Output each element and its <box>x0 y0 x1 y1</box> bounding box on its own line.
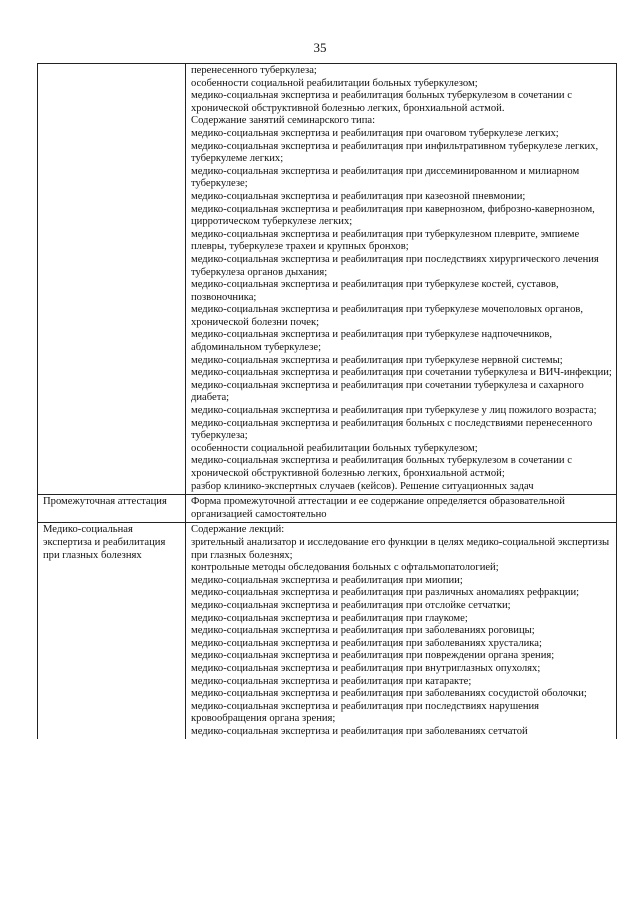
content-line: зрительный анализатор и исследование его функции в целях медико-социальной экспертизы при глазных болезнях; <box>191 536 610 561</box>
content-line: медико-социальная экспертиза и реабилитация при инфильтративном туберкулезе легких, туберкулеме легких; <box>191 140 599 165</box>
content-line: особенности социальной реабилитации больных туберкулезом; <box>191 77 478 89</box>
content-line: медико-социальная экспертиза и реабилитация при повреждении органа зрения; <box>191 650 555 662</box>
content-line: медико-социальная экспертиза и реабилитация при различных аномалиях рефракции; <box>191 587 580 599</box>
content-line: медико-социальная экспертиза и реабилитация при глаукоме; <box>191 612 468 624</box>
content-line: медико-социальная экспертиза и реабилитация при сочетании туберкулеза и ВИЧ-инфекции; <box>191 367 612 379</box>
content-line: медико-социальная экспертиза и реабилитация при казеозной пневмонии; <box>191 190 526 202</box>
content-line: Форма промежуточной аттестации и ее содержание определяется образовательной организацией самостоятельно <box>191 496 565 520</box>
content-line: медико-социальная экспертиза и реабилитация при туберкулезе мочеполовых органов, хронической болезни почек; <box>191 304 584 328</box>
content-line: медико-социальная экспертиза и реабилитация больных туберкулезом в сочетании с хронической обструктивной болезнью легких, бронхиальной астмой; <box>191 455 572 479</box>
content-line: медико-социальная экспертиза и реабилитация при туберкулезе надпочечников, абдоминальном туберкулезе; <box>191 329 552 354</box>
table-row-interim-assessment <box>38 495 617 523</box>
content-line: медико-социальная экспертиза и реабилитация при сочетании туберкулеза и сахарного диабета; <box>191 379 584 404</box>
content-line: медико-социальная экспертиза и реабилитация при миопии; <box>191 574 463 586</box>
content-line: медико-социальная экспертиза и реабилитация при последствиях хирургического лечения туберкулеза органов дыхания; <box>191 253 599 278</box>
content-line: медико-социальная экспертиза и реабилитация при катаракте; <box>191 675 472 687</box>
row-content <box>186 523 617 740</box>
content-line: медико-социальная экспертиза и реабилитация при отслойке сетчатки; <box>191 599 511 611</box>
content-line: медико-социальная экспертиза и реабилитация при заболеваниях сетчатой <box>191 725 528 737</box>
page-number: 35 <box>313 40 327 55</box>
curriculum-table <box>37 63 617 739</box>
table-row-tuberculosis-continued <box>38 64 617 495</box>
content-line: медико-социальная экспертиза и реабилитация больных с последствиями перенесенного туберкулеза; <box>191 417 593 442</box>
row-label <box>38 64 186 495</box>
content-line: медико-социальная экспертиза и реабилитация при диссеминированном и милиарном туберкулезе; <box>191 165 580 190</box>
row-label: Промежуточная аттестация <box>38 495 186 523</box>
content-line: медико-социальная экспертиза и реабилитация при туберкулезе нервной системы; <box>191 354 563 366</box>
content-line: медико-социальная экспертиза и реабилитация при кавернозном, фиброзно-кавернозном, цирротическом туберкулезе легких; <box>191 203 595 228</box>
row-content <box>186 64 617 495</box>
content-line: разбор клинико-экспертных случаев (кейсов). Решение ситуационных задач <box>191 480 534 492</box>
content-line: медико-социальная экспертиза и реабилитация при внутриглазных опухолях; <box>191 662 541 674</box>
content-line: медико-социальная экспертиза и реабилитация при туберкулезе костей, суставов, позвоночника; <box>191 279 559 303</box>
row-label: Медико-социальная экспертиза и реабилитация при глазных болезнях <box>38 523 186 740</box>
content-line: медико-социальная экспертиза и реабилитация при туберкулезе у лиц пожилого возраста; <box>191 405 597 417</box>
content-line: медико-социальная экспертиза и реабилитация при туберкулезном плеврите, эмпиеме плевры, туберкулезе трахеи и крупных бронхов; <box>191 228 580 253</box>
content-line: особенности социальной реабилитации больных туберкулезом; <box>191 442 478 454</box>
content-line: медико-социальная экспертиза и реабилитация при последствиях нарушения кровообращения органа зрения; <box>191 700 540 725</box>
content-line: перенесенного туберкулеза; <box>191 65 317 76</box>
content-line: медико-социальная экспертиза и реабилитация при очаговом туберкулезе легких; <box>191 127 559 139</box>
content-line: медико-социальная экспертиза и реабилитация при заболеваниях сосудистой оболочки; <box>191 688 587 700</box>
content-line: медико-социальная экспертиза и реабилитация при заболеваниях хрусталика; <box>191 637 542 649</box>
content-line: медико-социальная экспертиза и реабилитация больных туберкулезом в сочетании с хронической обструктивной болезнью легких, бронхиальной астмой. <box>191 90 572 114</box>
content-line: контрольные методы обследования больных с офтальмопатологией; <box>191 562 499 574</box>
content-line: медико-социальная экспертиза и реабилитация при заболеваниях роговицы; <box>191 625 535 637</box>
row-content <box>186 495 617 523</box>
table-row-eye-diseases <box>38 523 617 740</box>
content-line: Содержание занятий семинарского типа: <box>191 115 376 127</box>
content-line: Содержание лекций: <box>191 524 285 536</box>
